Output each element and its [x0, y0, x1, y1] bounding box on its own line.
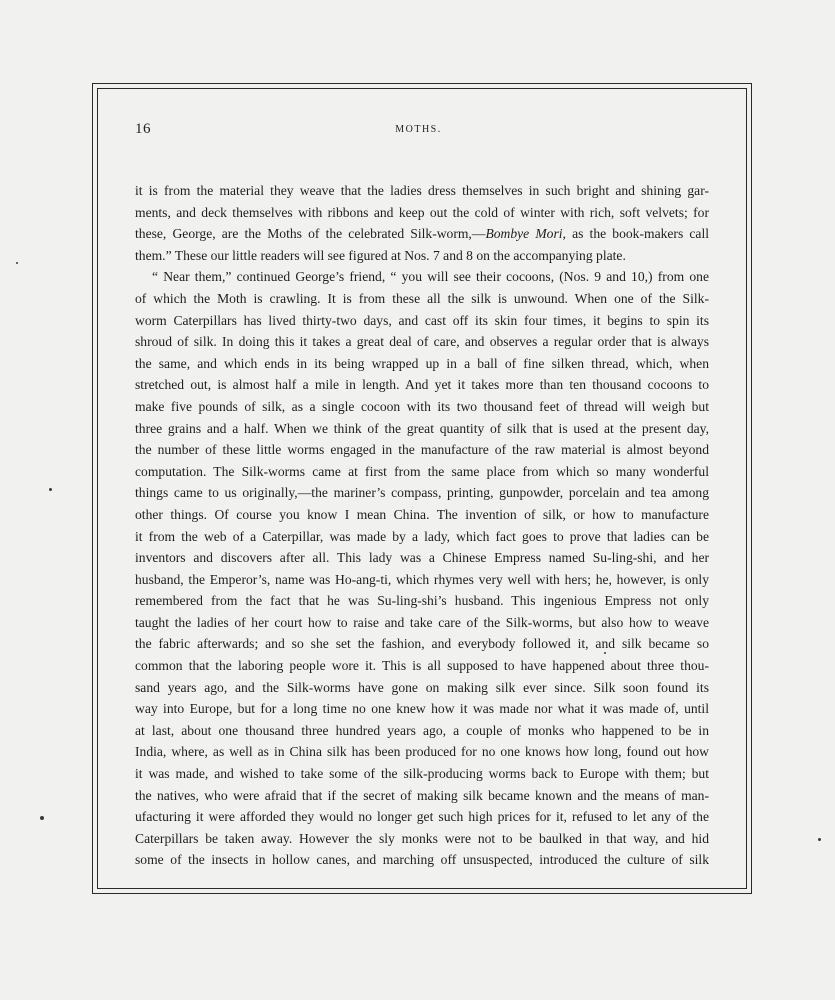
text-line: at last, about one thousand three hundred years ago, a couple of monks who happened to be in — [135, 722, 709, 738]
text-line: sand years ago, and the Silk-worms have gone on making silk ever since. Silk soon found its — [135, 679, 709, 695]
text-line: India, where, as well as in China silk has been produced for no one knows how long, found out how — [135, 744, 709, 760]
text-line: the number of these little worms engaged in the manufacture of the raw material is almost beyond — [135, 442, 709, 458]
running-head-text: MOTHS. — [395, 124, 442, 135]
body-text — [135, 180, 709, 871]
species-name: Bombye Mori — [485, 226, 563, 242]
text-segment: , as the book-makers call — [562, 226, 709, 242]
text-line: Caterpillars be taken away. However the sly monks were not to be baulked in that way, and hid — [135, 830, 709, 846]
text-line: stretched out, is almost half a mile in length. And yet it takes more than ten thousand cocoons to — [135, 377, 709, 393]
text-line: common that the laboring people wore it. This is all supposed to have happened about three thou- — [135, 658, 709, 674]
paper-speck — [40, 816, 44, 820]
text-line: taught the ladies of her court how to raise and take care of the Silk-worms, but also how to weave — [135, 614, 709, 630]
paper-speck — [16, 262, 18, 264]
text-line: things came to us originally,—the mariner’s compass, printing, gunpowder, porcelain and tea among — [135, 485, 709, 501]
text-segment: these, George, are the Moths of the celebrated Silk-worm,— — [135, 226, 486, 242]
running-head — [0, 124, 835, 135]
text-line: it is from the material they weave that the ladies dress themselves in such bright and shining gar- — [135, 183, 709, 198]
text-line: the natives, who were afraid that if the secret of making silk became known and the means of man- — [135, 787, 709, 803]
text-line: three grains and a half. When we think of the great quantity of silk that is used at the present day, — [135, 420, 709, 436]
paper-speck — [49, 488, 52, 491]
text-line: the same, and which ends in its being wrapped up in a ball of fine silken thread, which, when — [135, 355, 709, 371]
text-line: computation. The Silk-worms came at first from the same place from which so many wonderful — [135, 463, 709, 479]
text-line: “ Near them,” continued George’s friend, “ you will see their cocoons, (Nos. 9 and 10,) from one — [152, 269, 709, 285]
paper-speck — [818, 838, 821, 841]
text-line: it from the web of a Caterpillar, was made by a lady, which fact goes to prove that ladies can be — [135, 528, 709, 544]
page-number: 16 — [135, 121, 151, 137]
text-line: worm Caterpillars has lived thirty-two days, and cast off its skin four times, it begins to spin its — [135, 312, 709, 328]
text-line: them.” These our little readers will see figured at Nos. 7 and 8 on the accompanying plate. — [135, 247, 626, 263]
text-line: it was made, and wished to take some of the silk-producing worms back to Europe with them; but — [135, 766, 709, 782]
paper-speck — [604, 652, 606, 654]
text-line: husband, the Emperor’s, name was Ho-ang-ti, which rhymes very well with hers; he, however, is only — [135, 571, 709, 587]
text-line: inventors and discovers after all. This lady was a Chinese Empress named Su-ling-shi, and her — [135, 550, 709, 566]
text-line: the fabric afterwards; and so she set the fashion, and everybody followed it, and silk became so — [135, 636, 709, 652]
text-line: make five pounds of silk, as a single cocoon with its two thousand feet of thread will weigh but — [135, 398, 709, 414]
text-line: shroud of silk. In doing this it takes a great deal of care, and observes a regular order that is always — [135, 334, 709, 350]
text-line: other things. Of course you know I mean China. The invention of silk, or how to manufacture — [135, 506, 709, 522]
text-line: way into Europe, but for a long time no one knew how it was made nor what it was made of, until — [135, 701, 709, 717]
text-line: ufacturing it were afforded they would no longer get such high prices for it, refused to let any of the — [135, 809, 709, 825]
text-line — [135, 223, 709, 245]
text-line: some of the insects in hollow canes, and marching off unsuspected, introduced the culture of silk — [135, 852, 709, 868]
text-line: remembered from the fact that he was Su-ling-shi’s husband. This ingenious Empress not only — [135, 593, 709, 609]
text-line: ments, and deck themselves with ribbons and keep out the cold of winter with rich, soft velvets; for — [135, 204, 709, 220]
text-line: of which the Moth is crawling. It is from these all the silk is unwound. When one of the Silk- — [135, 290, 709, 306]
